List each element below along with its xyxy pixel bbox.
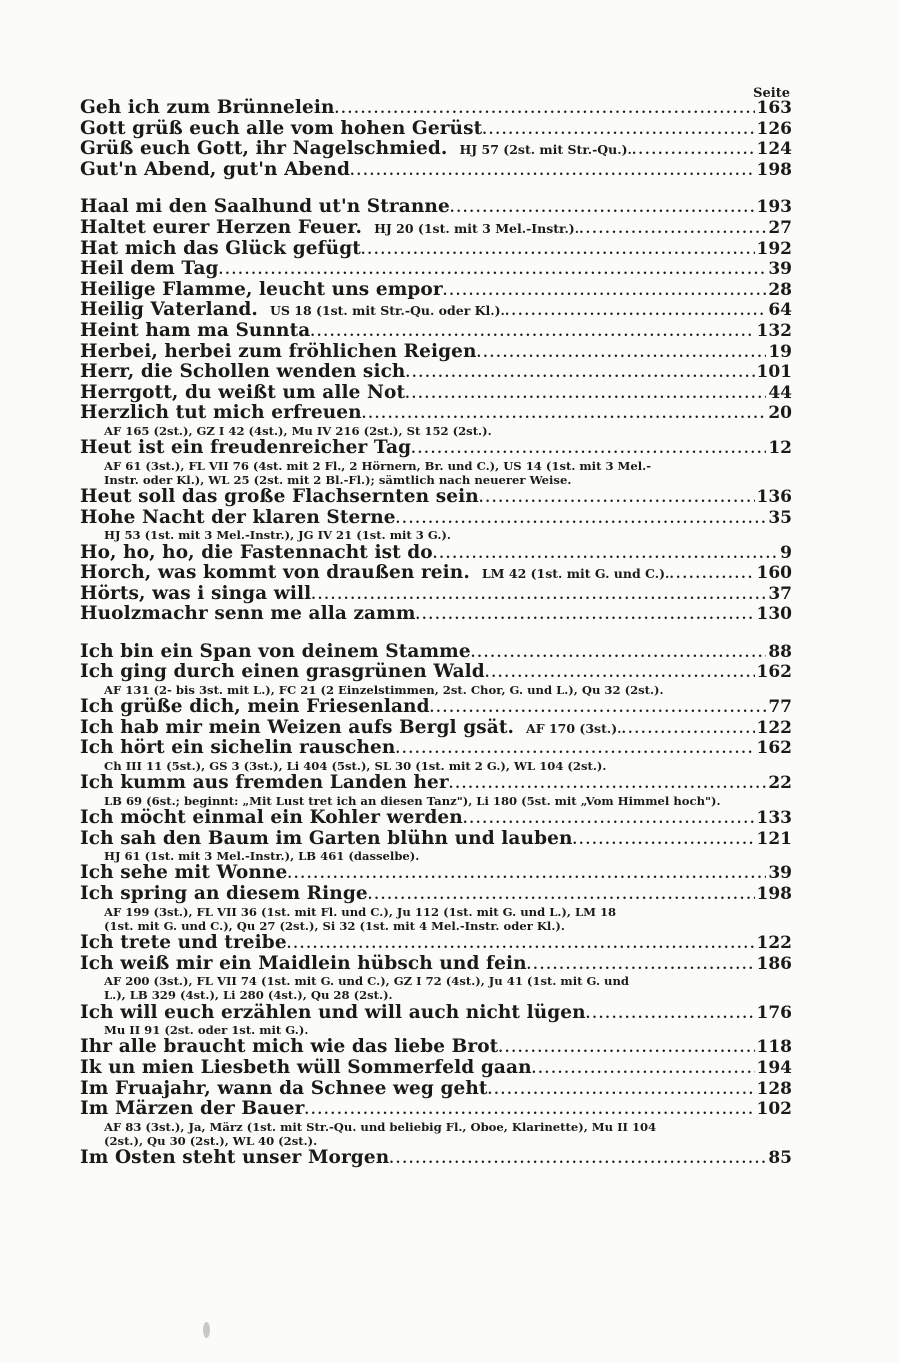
reference-line: Instr. oder Kl.), WL 25 (2st. mit 2 Bl.-Fl.); sämtlich nach neuerer Weise. [104,472,572,487]
song-title: Hat mich das Glück gefügt [80,238,361,259]
entry-line [80,362,792,383]
dot-leader [449,775,767,794]
song-title: Ich hab mir mein Weizen aufs Bergl gsät. [80,717,515,738]
page-number: 176 [756,1002,792,1023]
index-entry [80,829,792,864]
reference-line: HJ 61 (1st. mit 3 Mel.-Instr.), LB 461 (dasselbe). [104,849,420,864]
page-number: 130 [756,604,792,625]
index-entry [80,259,792,280]
dot-leader [362,405,767,424]
entry-line [80,1079,792,1100]
page-number: 20 [768,403,792,424]
dot-leader [482,121,754,140]
song-title: Ik un mien Liesbeth wüll Sommerfeld gaan [80,1058,532,1079]
song-title: Gott grüß euch alle vom hohen Gerüst [80,118,483,139]
entry-line [80,139,792,160]
page-number: 121 [756,828,792,849]
index-entry [80,662,792,697]
dot-leader [443,282,767,301]
dot-leader [430,699,767,718]
entry-line [80,342,792,363]
entry-line [80,933,792,954]
entry-line [80,954,792,975]
dot-leader [498,1039,754,1058]
index-entry [80,954,792,1003]
dot-leader [527,956,755,975]
song-title: Im Osten steht unser Morgen [80,1148,390,1169]
song-title: Ich sah den Baum im Garten blühn und lauben [80,828,573,849]
page-number: 124 [756,139,792,160]
dot-leader [287,865,766,884]
dot-leader [396,510,767,529]
dot-leader [361,241,755,260]
index-entry [80,543,792,564]
entry-line [80,119,792,140]
index-entry [80,933,792,954]
page-number: 27 [768,217,792,238]
entry-line [80,584,792,605]
entry-line [80,239,792,260]
song-title: Im Fruajahr, wann da Schnee weg geht [80,1078,488,1099]
page-number: 35 [768,507,792,528]
dot-leader [405,385,766,404]
page-number: 192 [756,238,792,259]
index-entry [80,487,792,508]
song-title: Heut ist ein freudenreicher Tag [80,438,412,459]
song-title: Huolzmachr senn me alla zamm [80,604,416,625]
reference-line: Ch III 11 (5st.), GS 3 (3st.), Li 404 (5st.), SL 30 (1st. mit 2 G.), WL 104 (2st.). [104,759,607,774]
entry-line [80,197,792,218]
song-title: Ich will euch erzählen und will auch nicht lügen [80,1002,586,1023]
page-number: 193 [756,197,792,218]
song-title: Horch, was kommt von draußen rein. [80,563,470,584]
dot-leader [621,720,754,739]
index-entry [80,342,792,363]
song-title: Ich möcht einmal ein Kohler werden [80,808,463,829]
index-entry [80,1037,792,1058]
index-entry [80,139,792,160]
page-number: 28 [768,279,792,300]
page-number: 198 [756,884,792,905]
index-entry [80,1079,792,1100]
index-entry [80,300,792,321]
entry-line [80,1148,792,1169]
dot-leader [389,1150,766,1169]
song-title: Grüß euch Gott, ihr Nagelschmied. [80,139,448,160]
reference-line: LB 69 (6st.; beginnt: „Mit Lust tret ich an diesen Tanz"), Li 180 (5st. mit „Vom Himmel hoch"). [104,793,721,808]
page-number: 37 [768,583,792,604]
entry-line [80,508,792,529]
song-title: Heil dem Tag [80,259,219,280]
song-title: Ich spring an diesem Ringe [80,884,368,905]
inline-reference: AF 170 (3st.). [526,720,622,736]
ink-smudge [203,1322,210,1338]
entry-line [80,697,792,718]
page-number: 85 [768,1148,792,1169]
index-group [80,197,792,625]
index-entry [80,884,792,933]
page-number: 88 [768,641,792,662]
page-column-header: Seite [753,86,790,101]
entry-line [80,487,792,508]
dot-leader [335,100,755,119]
index-entry [80,239,792,260]
index-entry [80,604,792,625]
song-title: Ich sehe mit Wonne [80,863,288,884]
dot-leader [505,302,766,321]
song-index-list [80,98,792,1169]
index-entry [80,508,792,543]
index-entry [80,403,792,438]
dot-leader [479,489,755,508]
song-title: Heilig Vaterland. [80,300,258,321]
dot-leader [485,664,755,683]
page-number: 136 [756,487,792,508]
dot-leader [416,606,755,625]
page-number: 22 [768,773,792,794]
index-entry [80,1003,792,1038]
reference-line: (2st.), Qu 30 (2st.), WL 40 (2st.). [104,1134,318,1148]
index-entry [80,1058,792,1079]
entry-line [80,738,792,759]
dot-leader [311,586,766,605]
entry-line [80,718,792,739]
dot-leader [395,740,754,759]
dot-leader [532,1060,755,1079]
entry-line [80,1058,792,1079]
page-number: 128 [756,1078,792,1099]
reference-line: Mu II 91 (2st. oder 1st. mit G.). [104,1023,309,1038]
page-number: 9 [780,542,792,563]
dot-leader [586,1005,755,1024]
index-entry [80,642,792,663]
song-title: Heut soll das große Flachsernten sein [80,487,479,508]
page-number: 122 [756,933,792,954]
dot-leader [579,220,766,239]
page-number: 162 [756,662,792,683]
index-entry [80,584,792,605]
entry-line [80,543,792,564]
song-title: Geh ich zum Brünnelein [80,98,335,118]
entry-line [80,863,792,884]
song-title: Gut'n Abend, gut'n Abend [80,159,351,180]
page-number: 118 [756,1037,792,1058]
inline-reference: HJ 57 (2st. mit Str.-Qu.). [459,142,632,158]
dot-leader [669,565,754,584]
page-number: 12 [768,438,792,459]
index-entry [80,1099,792,1148]
entry-line [80,383,792,404]
reference-line: L.), LB 329 (4st.), Li 280 (4st.), Qu 28 (2st.). [104,988,393,1003]
inline-reference: LM 42 (1st. mit G. und C.). [481,566,670,582]
entry-line [80,884,792,905]
song-title: Hohe Nacht der klaren Sterne [80,507,396,528]
song-title: Ich bin ein Span von deinem Stamme [80,641,471,662]
dot-leader [411,440,766,459]
song-title: Ich ging durch einen grasgrünen Wald [80,662,485,683]
song-title: Herzlich tut mich erfreuen [80,403,362,424]
index-entry [80,98,792,119]
index-group [80,98,792,180]
index-entry [80,863,792,884]
song-title: Ich hört ein sichelin rauschen [80,738,396,759]
reference-line: AF 83 (3st.), Ja, März (1st. mit Str.-Qu. und beliebig Fl., Oboe, Klarinette), Mu II 104 [104,1119,657,1134]
page-number: 64 [768,300,792,321]
song-title: Haal mi den Saalhund ut'n Stranne [80,197,450,218]
dot-leader [406,364,755,383]
dot-leader [350,162,754,181]
entry-line [80,280,792,301]
entry-line [80,662,792,683]
entry-line [80,259,792,280]
entry-line [80,321,792,342]
song-title: Ich weiß mir ein Maidlein hübsch und fein [80,953,527,974]
entry-line [80,218,792,239]
dot-leader [471,644,767,663]
group-spacer [80,180,792,197]
index-entry [80,280,792,301]
page-number: 132 [756,320,792,341]
reference-line: HJ 53 (1st. mit 3 Mel.-Instr.), JG IV 21 (1st. mit 3 G.). [104,528,451,543]
song-title: Hörts, was i singa will [80,583,312,604]
index-entry [80,738,792,773]
page-number: 122 [756,717,792,738]
reference-line: AF 61 (3st.), FL VII 76 (4st. mit 2 Fl., 2 Hörnern, Br. und C.), US 14 (1st. mit 3 Mel.- [104,458,652,473]
song-title: Herr, die Schollen wenden sich [80,362,406,383]
page-number: 102 [756,1099,792,1120]
entry-line [80,1037,792,1058]
dot-leader [310,323,754,342]
song-title: Heint ham ma Sunnta [80,320,311,341]
index-entry [80,321,792,342]
page-number: 163 [756,98,792,118]
reference-line: AF 199 (3st.), FL VII 36 (1st. mit Fl. und C.), Ju 112 (1st. mit G. und L.), LM 18 [104,904,617,919]
index-entry [80,218,792,239]
group-spacer [80,625,792,642]
entry-line [80,98,792,119]
reference-line: AF 131 (2- bis 3st. mit L.), FC 21 (2 Einzelstimmen, 2st. Chor, G. und L.), Qu 32 (2st.). [104,683,664,698]
song-title: Herbei, herbei zum fröhlichen Reigen [80,341,477,362]
entry-line [80,1003,792,1024]
dot-leader [477,344,767,363]
page-number: 162 [756,738,792,759]
index-entry [80,362,792,383]
song-title: Ich trete und treibe [80,933,287,954]
index-entry [80,197,792,218]
dot-leader [632,141,755,160]
page-number: 186 [756,953,792,974]
index-entry [80,119,792,140]
page-number: 198 [756,159,792,180]
index-entry [80,563,792,584]
page-number: 77 [768,697,792,718]
entry-line [80,773,792,794]
song-title: Herrgott, du weißt um alle Not [80,382,406,403]
index-entry [80,697,792,718]
page-number: 19 [768,341,792,362]
page-number: 194 [756,1058,792,1079]
page-number: 39 [768,259,792,280]
index-group [80,642,792,1169]
inline-reference: HJ 20 (1st. mit 3 Mel.-Instr.). [374,220,580,236]
inline-reference: US 18 (1st. mit Str.-Qu. oder Kl.). [269,303,505,319]
dot-leader [304,1101,754,1120]
index-entry [80,438,792,487]
page-number: 160 [756,563,792,584]
song-title: Ihr alle braucht mich wie das liebe Brot [80,1037,499,1058]
entry-line [80,438,792,459]
entry-line [80,829,792,850]
dot-leader [368,886,755,905]
dot-leader [450,199,755,218]
index-entry [80,808,792,829]
entry-line [80,403,792,424]
song-title: Heilige Flamme, leucht uns empor [80,279,443,300]
song-title: Ho, ho, ho, die Fastennacht ist do [80,542,433,563]
reference-line: AF 165 (2st.), GZ I 42 (4st.), Mu IV 216 (2st.), St 152 (2st.). [104,423,492,438]
dot-leader [219,261,767,280]
index-entry [80,718,792,739]
dot-leader [287,935,755,954]
page-number: 101 [756,362,792,383]
dot-leader [573,831,755,850]
index-entry [80,773,792,808]
dot-leader [463,810,755,829]
dot-leader [488,1081,755,1100]
page-number: 39 [768,863,792,884]
index-entry [80,160,792,181]
entry-line [80,1099,792,1120]
entry-line [80,604,792,625]
reference-line: AF 200 (3st.), FL VII 74 (1st. mit G. und C.), GZ I 72 (4st.), Ju 41 (1st. mit G. und [104,974,630,989]
page-number: 126 [756,118,792,139]
page-number: 44 [768,382,792,403]
song-title: Ich grüße dich, mein Friesenland [80,697,430,718]
entry-line [80,642,792,663]
dot-leader [433,545,778,564]
entry-line [80,300,792,321]
page-number: 133 [756,808,792,829]
index-entry [80,1148,792,1169]
song-title: Ich kumm aus fremden Landen her [80,773,449,794]
song-title: Haltet eurer Herzen Feuer. [80,217,363,238]
entry-line [80,563,792,584]
entry-line [80,808,792,829]
reference-line: (1st. mit G. und C.), Qu 27 (2st.), Si 32 (1st. mit 4 Mel.-Instr. oder Kl.). [104,918,565,933]
index-entry [80,383,792,404]
entry-line [80,160,792,181]
song-title: Im Märzen der Bauer [80,1099,305,1120]
